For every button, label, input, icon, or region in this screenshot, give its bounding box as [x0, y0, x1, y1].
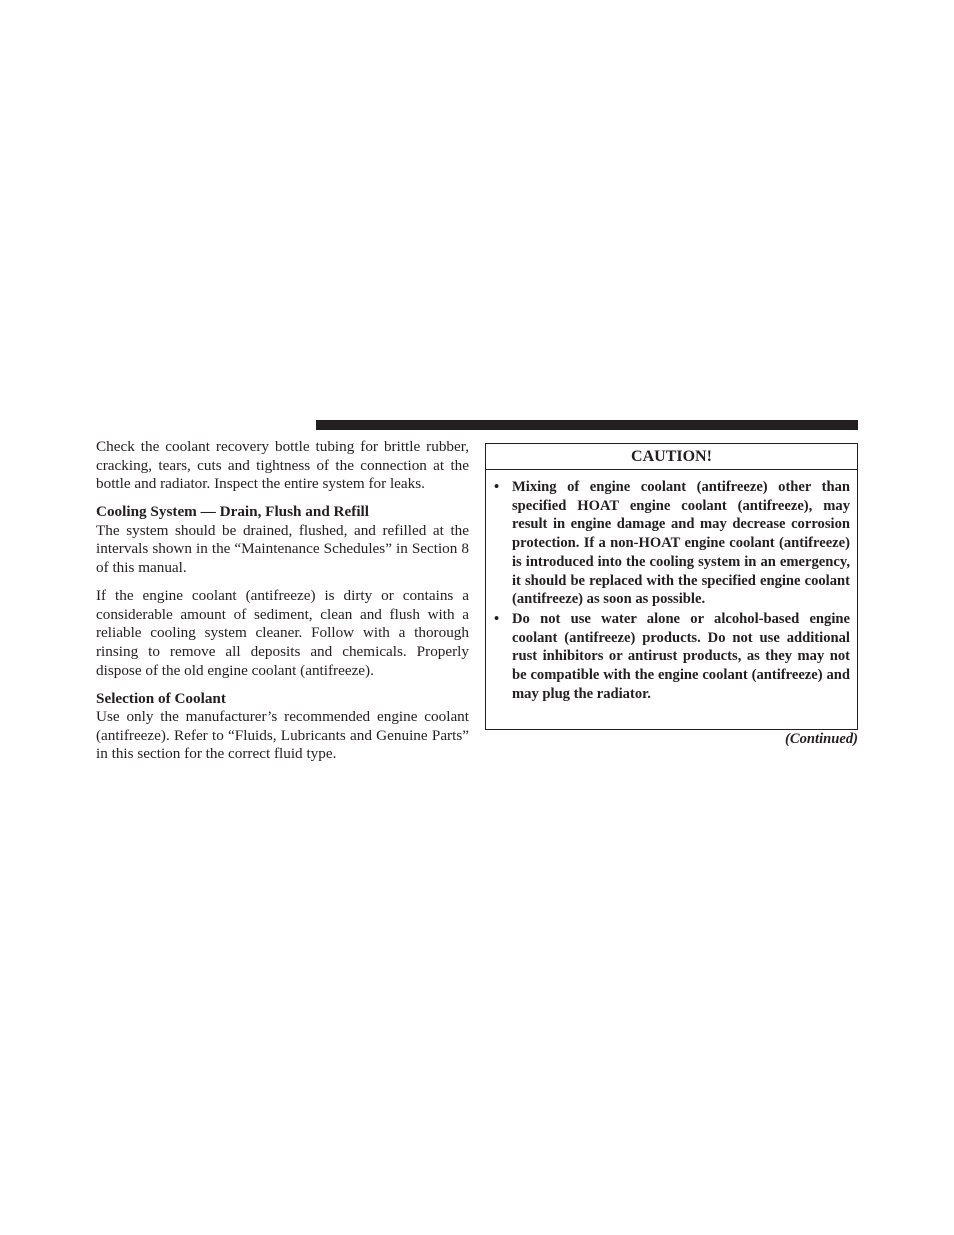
selection-paragraph: Use only the manufacturer’s recommended engine coolant (antifreeze). Refer to “Fluids, Lubricants and Genuine Parts” in this section for the correct fluid type.	[96, 708, 469, 763]
intro-paragraph: Check the coolant recovery bottle tubing for brittle rubber, cracking, tears, cuts and tightness of the connection at the bottle and radiator. Inspect the entire system for leaks.	[96, 438, 469, 493]
bullet-icon: •	[494, 610, 500, 627]
caution-item	[493, 478, 850, 609]
caution-list	[486, 470, 857, 703]
drain-paragraph-1: The system should be drained, flushed, and refilled at the intervals shown in the “Maintenance Schedules” in Section 8 of this manual.	[96, 521, 469, 577]
caution-item	[493, 610, 850, 704]
drain-flush-refill-heading: Cooling System — Drain, Flush and Refill	[96, 503, 369, 521]
caution-item-text: Mixing of engine coolant (antifreeze) other than specified HOAT engine coolant (antifreeze), may result in engine damage and may decrease corrosion protection. If a non-HOAT engine coolant (antifreeze) is introduced into the cooling system in an emergency, it should be replaced with the specified engine coolant (antifreeze) as soon as possible.	[512, 479, 850, 608]
selection-of-coolant-heading: Selection of Coolant	[96, 689, 226, 707]
caution-box	[485, 443, 858, 730]
continued-label: (Continued)	[785, 731, 858, 747]
section-header-rule	[316, 420, 858, 430]
left-column	[96, 438, 469, 774]
caution-title: CAUTION!	[486, 444, 857, 470]
bullet-icon: •	[494, 479, 500, 495]
drain-paragraph-2: If the engine coolant (antifreeze) is dirty or contains a considerable amount of sediment, clean and flush with a reliable cooling system cleaner. Follow with a thorough rinsing to remove all deposits and chemicals. Properly dispose of the old engine coolant (antifreeze).	[96, 587, 469, 679]
caution-item-text: Do not use water alone or alcohol-based engine coolant (antifreeze) products. Do not use additional rust inhibitors or antirust products, as they may not be compatible with the engine coolant (antifreeze) and may plug the radiator.	[512, 610, 850, 702]
